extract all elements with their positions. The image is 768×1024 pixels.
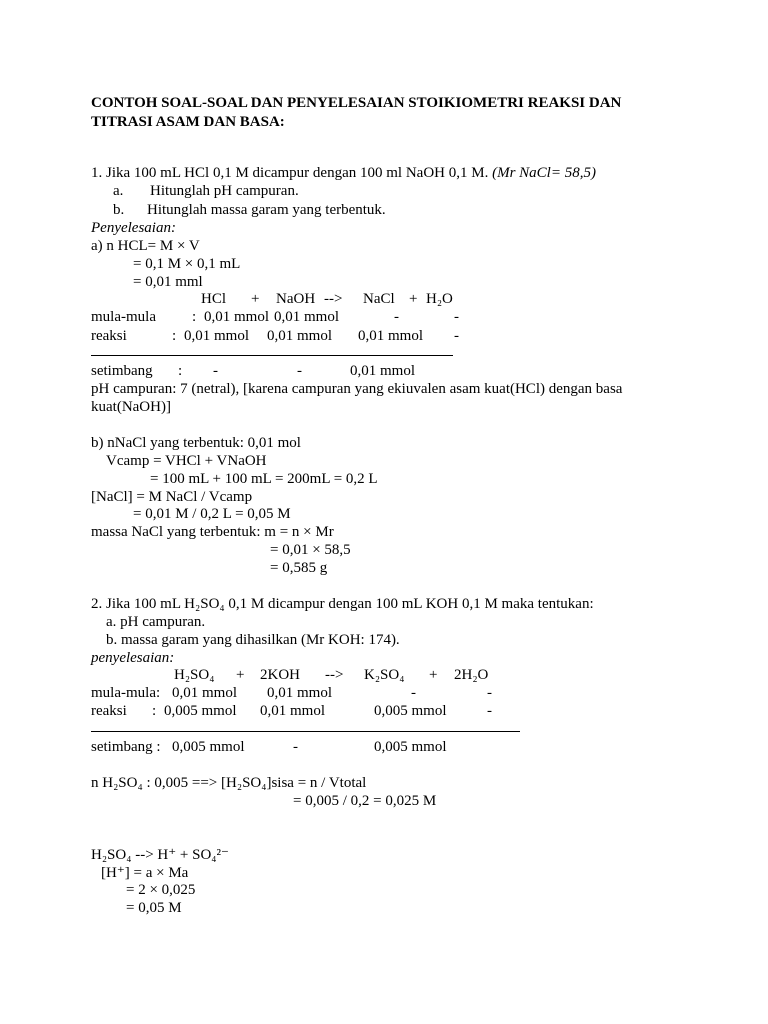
p1-b-line-1: b) nNaCl yang terbentuk: 0,01 mol <box>91 435 301 451</box>
p2-dissociation-line-4: = 0,05 M <box>126 900 182 916</box>
p1-row-mula-hcl: 0,01 mmol <box>204 309 270 325</box>
p1-eq-product-2: H₂O <box>426 291 453 307</box>
p2-row-reaksi-label: reaksi <box>91 703 127 719</box>
p2-row-reaksi-h2so4: 0,005 mmol <box>164 703 237 719</box>
p1-b-line-6: massa NaCl yang terbentuk: m = n × Mr <box>91 524 334 540</box>
problem-1-b-marker: b. <box>113 202 125 218</box>
p2-dissociation-line-2: [H⁺] = a × Ma <box>101 865 189 881</box>
p1-a-line-2: = 0,1 M × 0,1 mL <box>133 256 241 272</box>
p2-row-mula-koh: 0,01 mmol <box>267 685 333 701</box>
p1-ph-line-1: pH campuran: 7 (netral), [karena campuran yang ekiuvalen asam kuat(HCl) dengan basa <box>91 381 623 397</box>
p2-row-reaksi-k2so4: 0,005 mmol <box>374 703 447 719</box>
title-line-1: CONTOH SOAL-SOAL DAN PENYELESAIAN STOIKIOMETRI REAKSI DAN <box>91 95 622 111</box>
p1-eq-product-1: NaCl <box>363 291 395 307</box>
p2-eq-arrow: --> <box>325 667 344 683</box>
p1-row-setimbang-nacl: 0,01 mmol <box>350 363 416 379</box>
p1-b-line-4: [NaCl] = M NaCl / Vcamp <box>91 489 253 505</box>
p2-row-setimbang-h2so4: 0,005 mmol <box>172 739 245 755</box>
p1-row-reaksi-nacl: 0,01 mmol <box>358 328 424 344</box>
p2-row-mula-label: mula-mula: <box>91 685 161 701</box>
p1-eq-plus-1: + <box>251 291 260 307</box>
p2-row-setimbang-label: setimbang : <box>91 739 161 755</box>
p1-a-line-1: a) n HCL= M × V <box>91 238 200 254</box>
p2-n-line-2: = 0,005 / 0,2 = 0,025 M <box>293 793 437 809</box>
problem-2-question: 2. Jika 100 mL H₂SO₄ 0,1 M dicampur dengan 100 mL KOH 0,1 M maka tentukan: <box>91 596 594 612</box>
p1-eq-plus-2: + <box>409 291 418 307</box>
problem-1-question <box>91 164 596 182</box>
title-line-2: TITRASI ASAM DAN BASA: <box>91 114 285 130</box>
p2-row-reaksi-koh: 0,01 mmol <box>260 703 326 719</box>
p1-row-setimbang-hcl: - <box>213 363 218 379</box>
problem-1-question-text: 1. Jika 100 mL HCl 0,1 M dicampur dengan 100 ml NaOH 0,1 M. <box>91 165 489 181</box>
p2-eq-reactant-1: H₂SO₄ <box>174 667 215 683</box>
p1-a-line-3: = 0,01 mml <box>133 274 203 290</box>
p1-row-reaksi-naoh: 0,01 mmol <box>267 328 333 344</box>
p1-row-reaksi-label: reaksi <box>91 328 127 344</box>
p1-b-line-8: = 0,585 g <box>270 560 328 576</box>
problem-1-b-text: Hitunglah massa garam yang terbentuk. <box>147 202 386 218</box>
problem-1-a-marker: a. <box>113 183 124 199</box>
p2-table-divider <box>91 731 520 732</box>
p2-eq-product-2: 2H₂O <box>454 667 489 683</box>
p2-eq-plus-2: + <box>429 667 438 683</box>
p1-b-line-3: = 100 mL + 100 mL = 200mL = 0,2 L <box>150 471 378 487</box>
p1-table-divider <box>91 355 453 356</box>
p2-row-reaksi-colon: : <box>152 703 157 719</box>
p2-row-mula-h2o: - <box>487 685 492 701</box>
p1-row-reaksi-hcl: 0,01 mmol <box>184 328 250 344</box>
p1-row-reaksi-colon: : <box>172 328 177 344</box>
p2-n-line-1: n H₂SO₄ : 0,005 ==> [H₂SO₄]sisa = n / Vtotal <box>91 775 367 791</box>
p2-eq-plus-1: + <box>236 667 245 683</box>
problem-2-solution-label: penyelesaian: <box>91 650 175 666</box>
p1-b-line-7: = 0,01 × 58,5 <box>270 542 351 558</box>
p1-row-mula-colon: : <box>192 309 197 325</box>
problem-1-mr-note: (Mr NaCl= 58,5) <box>492 165 596 181</box>
p2-row-reaksi-h2o: - <box>487 703 492 719</box>
p1-eq-reactant-2: NaOH <box>276 291 316 307</box>
p2-row-mula-k2so4: - <box>411 685 416 701</box>
p1-row-setimbang-colon: : <box>178 363 183 379</box>
p1-row-setimbang-naoh: - <box>297 363 302 379</box>
p1-row-reaksi-h2o: - <box>454 328 459 344</box>
p2-eq-product-1: K₂SO₄ <box>364 667 405 683</box>
p1-ph-line-2: kuat(NaOH)] <box>91 399 171 415</box>
p1-row-mula-label: mula-mula <box>91 309 156 325</box>
p1-row-mula-nacl: - <box>394 309 399 325</box>
p2-row-setimbang-k2so4: 0,005 mmol <box>374 739 447 755</box>
p2-eq-reactant-2: 2KOH <box>260 667 300 683</box>
problem-2-b: b. massa garam yang dihasilkan (Mr KOH: 174). <box>106 632 400 648</box>
p1-row-mula-h2o: - <box>454 309 459 325</box>
p2-dissociation-line-1: H₂SO₄ --> H⁺ + SO₄²⁻ <box>91 847 229 863</box>
problem-1-a-text: Hitunglah pH campuran. <box>150 183 299 199</box>
p1-row-mula-naoh: 0,01 mmol <box>274 309 340 325</box>
p1-b-line-2: Vcamp = VHCl + VNaOH <box>106 453 267 469</box>
p2-dissociation-line-3: = 2 × 0,025 <box>126 882 196 898</box>
p2-row-mula-h2so4: 0,01 mmol <box>172 685 238 701</box>
problem-2-a: a. pH campuran. <box>106 614 206 630</box>
p2-row-setimbang-koh: - <box>293 739 298 755</box>
p1-b-line-5: = 0,01 M / 0,2 L = 0,05 M <box>133 506 291 522</box>
problem-1-solution-label: Penyelesaian: <box>91 220 176 236</box>
p1-eq-reactant-1: HCl <box>201 291 227 307</box>
p1-eq-arrow: --> <box>324 291 343 307</box>
p1-row-setimbang-label: setimbang <box>91 363 153 379</box>
